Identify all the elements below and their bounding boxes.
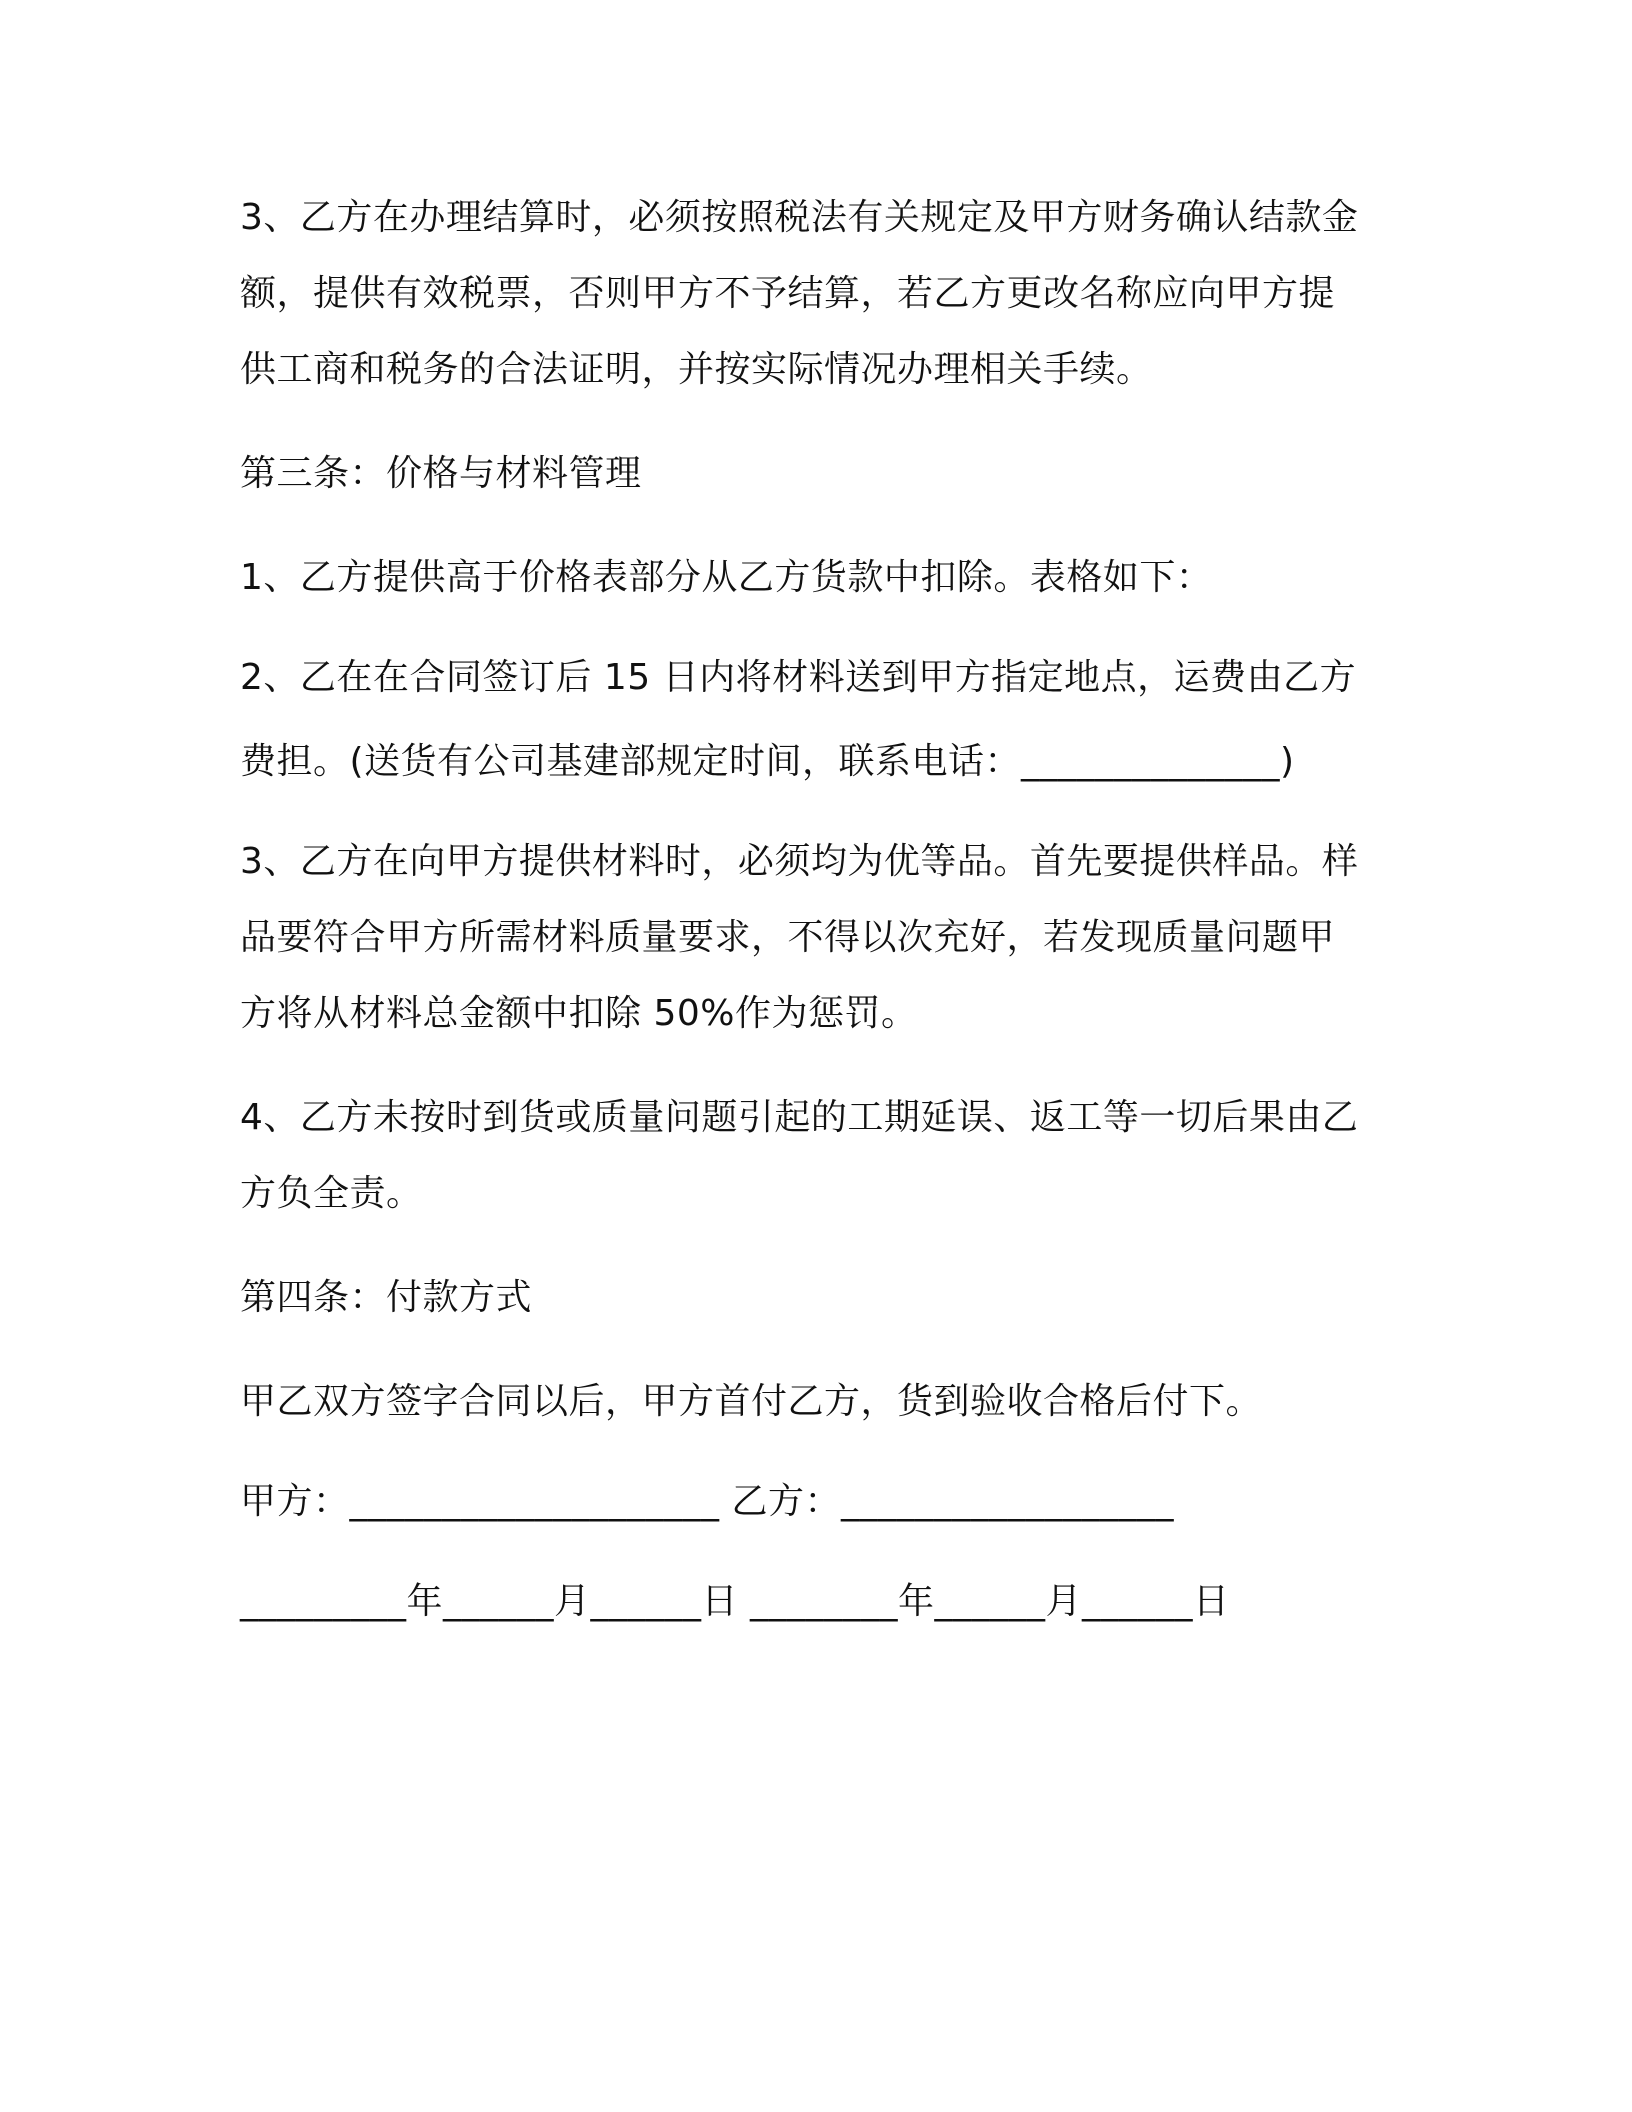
clause-4-body: 甲乙双方签字合同以后，甲方首付乙方，货到验收合格后付下。	[240, 1381, 1263, 1422]
clause-3-item-4-line-2: 方负全责。	[240, 1173, 423, 1214]
clause-3-item-2-line-1: 2、乙在在合同签订后 15 日内将材料送到甲方指定地点，运费由乙方	[240, 657, 1357, 698]
clause-3-item-4-line-1: 4、乙方未按时到货或质量问题引起的工期延误、返工等一切后果由乙	[240, 1097, 1359, 1138]
clause-2-item-3-line-3: 供工商和税务的合法证明，并按实际情况办理相关手续。	[240, 349, 1153, 390]
clause-3-item-3-line-3: 方将从材料总金额中扣除 50%作为惩罚。	[240, 993, 918, 1034]
clause-4-heading: 第四条：付款方式	[240, 1277, 533, 1318]
date-line: _________年______月______日 ________年______月______日	[240, 1581, 1230, 1622]
signature-line: 甲方：____________________ 乙方：__________________	[240, 1481, 1174, 1522]
clause-3-heading: 第三条：价格与材料管理	[240, 453, 642, 494]
clause-2-item-3-line-1: 3、乙方在办理结算时，必须按照税法有关规定及甲方财务确认结款金	[240, 197, 1359, 238]
clause-3-item-2-line-2: 费担。(送货有公司基建部规定时间，联系电话：______________)	[240, 741, 1295, 782]
clause-2-item-3-line-2: 额，提供有效税票，否则甲方不予结算，若乙方更改名称应向甲方提	[240, 273, 1336, 314]
clause-3-item-1: 1、乙方提供高于价格表部分从乙方货款中扣除。表格如下：	[240, 557, 1213, 598]
clause-3-item-3-line-2: 品要符合甲方所需材料质量要求，不得以次充好，若发现质量问题甲	[240, 917, 1336, 958]
clause-3-item-3-line-1: 3、乙方在向甲方提供材料时，必须均为优等品。首先要提供样品。样	[240, 841, 1359, 882]
